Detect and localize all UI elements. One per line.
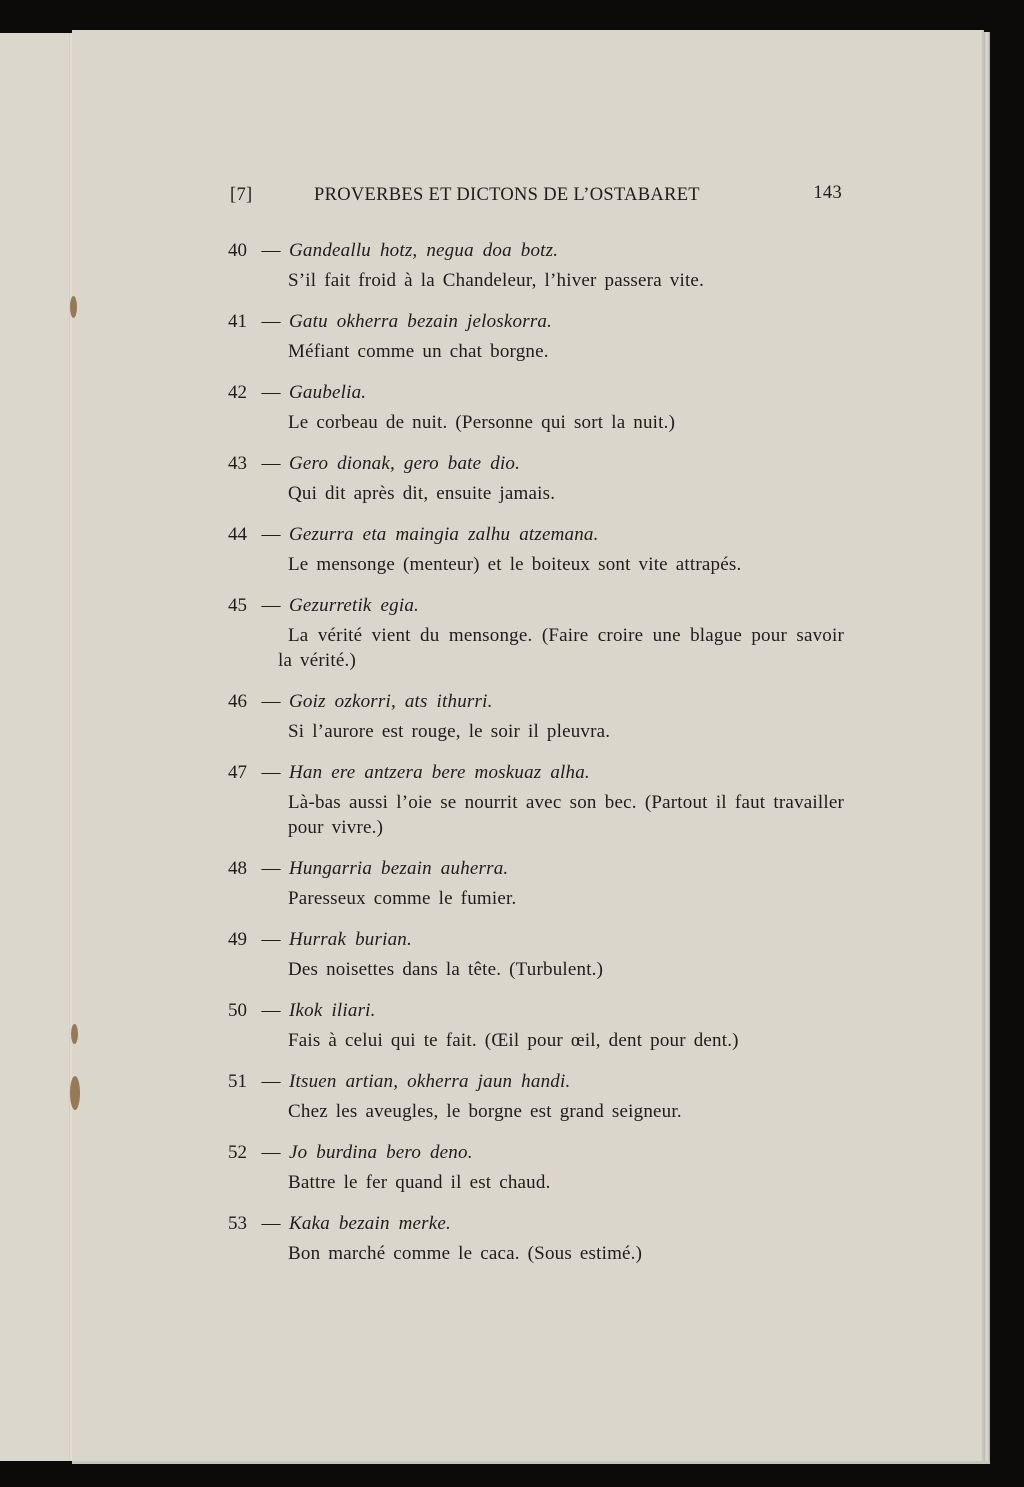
binding-rust-stain: [70, 296, 77, 318]
basque-proverb: Gatu okherra bezain jeloskorra.: [289, 311, 553, 332]
french-translation: Bon marché comme le caca. (Sous estimé.): [288, 1243, 643, 1264]
dash: —: [261, 1213, 281, 1234]
french-translation: Qui dit après dit, ensuite jamais.: [288, 483, 556, 504]
proverb-entry: [228, 1069, 848, 1124]
french-translation: La vérité vient du mensonge. (Faire croire une blague pour savoir la vérité.): [278, 625, 844, 671]
basque-proverb: Han ere antzera bere moskuaz alha.: [289, 762, 590, 783]
page-stack-edge: [984, 32, 990, 1462]
proverb-entry: [228, 856, 848, 911]
dash: —: [261, 1000, 281, 1021]
basque-proverb: Gezurra eta maingia zalhu atzemana.: [289, 524, 599, 545]
proverb-entry: [228, 238, 848, 293]
proverb-number: 47: [228, 762, 247, 783]
dash: —: [261, 240, 281, 261]
french-translation: Méfiant comme un chat borgne.: [288, 341, 549, 362]
proverb-entry: [228, 593, 848, 673]
basque-proverb: Itsuen artian, okherra jaun handi.: [289, 1071, 571, 1092]
proverb-entry: [228, 998, 848, 1053]
proverb-entry: [228, 760, 848, 840]
dash: —: [261, 1071, 281, 1092]
proverb-number: 45: [228, 595, 247, 616]
dash: —: [261, 858, 281, 879]
proverb-number: 53: [228, 1213, 247, 1234]
proverb-list: [228, 238, 848, 1266]
basque-proverb: Jo burdina bero deno.: [289, 1142, 473, 1163]
dash: —: [261, 311, 281, 332]
proverb-number: 52: [228, 1142, 247, 1163]
dash: —: [261, 595, 281, 616]
dash: —: [261, 762, 281, 783]
proverb-entry: [228, 1140, 848, 1195]
dash: —: [261, 453, 281, 474]
proverb-entry: [228, 309, 848, 364]
proverb-number: 46: [228, 691, 247, 712]
proverb-number: 49: [228, 929, 247, 950]
basque-proverb: Goiz ozkorri, ats ithurri.: [289, 691, 493, 712]
proverb-number: 42: [228, 382, 247, 403]
proverb-number: 48: [228, 858, 247, 879]
proverb-entry: [228, 1211, 848, 1266]
basque-proverb: Gero dionak, gero bate dio.: [289, 453, 521, 474]
french-translation: Le corbeau de nuit. (Personne qui sort la nuit.): [288, 412, 676, 433]
dash: —: [261, 382, 281, 403]
proverb-entry: [228, 927, 848, 982]
proverb-number: 40: [228, 240, 247, 261]
basque-proverb: Hurrak burian.: [289, 929, 412, 950]
proverb-number: 43: [228, 453, 247, 474]
basque-proverb: Gandeallu hotz, negua doa botz.: [289, 240, 559, 261]
french-translation: Le mensonge (menteur) et le boiteux sont vite attrapés.: [288, 554, 742, 575]
basque-proverb: Hungarria bezain auherra.: [289, 858, 509, 879]
french-translation: Battre le fer quand il est chaud.: [288, 1172, 551, 1193]
running-header: [230, 183, 842, 209]
proverb-entry: [228, 380, 848, 435]
page-bottom-edge: [72, 1461, 990, 1464]
proverb-number: 44: [228, 524, 247, 545]
page-number: 143: [813, 183, 842, 203]
section-number: [7]: [230, 185, 253, 205]
dash: —: [261, 691, 281, 712]
proverb-number: 41: [228, 311, 247, 332]
french-translation: Fais à celui qui te fait. (Œil pour œil, dent pour dent.): [288, 1030, 739, 1051]
binding-rust-stain: [70, 1076, 80, 1110]
french-translation: Des noisettes dans la tête. (Turbulent.): [288, 959, 604, 980]
dash: —: [261, 929, 281, 950]
binding-rust-stain: [71, 1024, 78, 1044]
proverb-number: 50: [228, 1000, 247, 1021]
french-translation: Là-bas aussi l’oie se nourrit avec son bec. (Partout il faut travailler pour vivre.): [288, 792, 844, 838]
proverb-entry: [228, 689, 848, 744]
dash: —: [261, 1142, 281, 1163]
french-translation: Paresseux comme le fumier.: [288, 888, 517, 909]
proverb-number: 51: [228, 1071, 247, 1092]
basque-proverb: Ikok iliari.: [289, 1000, 376, 1021]
basque-proverb: Kaka bezain merke.: [289, 1213, 451, 1234]
proverb-entry: [228, 451, 848, 506]
french-translation: S’il fait froid à la Chandeleur, l’hiver passera vite.: [288, 270, 705, 291]
french-translation: Chez les aveugles, le borgne est grand seigneur.: [288, 1101, 682, 1122]
basque-proverb: Gezurretik egia.: [289, 595, 419, 616]
proverb-entry: [228, 522, 848, 577]
running-title: PROVERBES ET DICTONS DE L’OSTABARET: [314, 185, 700, 205]
facing-page-edge: [0, 33, 70, 1461]
french-translation: Si l’aurore est rouge, le soir il pleuvra.: [288, 721, 611, 742]
dash: —: [261, 524, 281, 545]
basque-proverb: Gaubelia.: [289, 382, 367, 403]
